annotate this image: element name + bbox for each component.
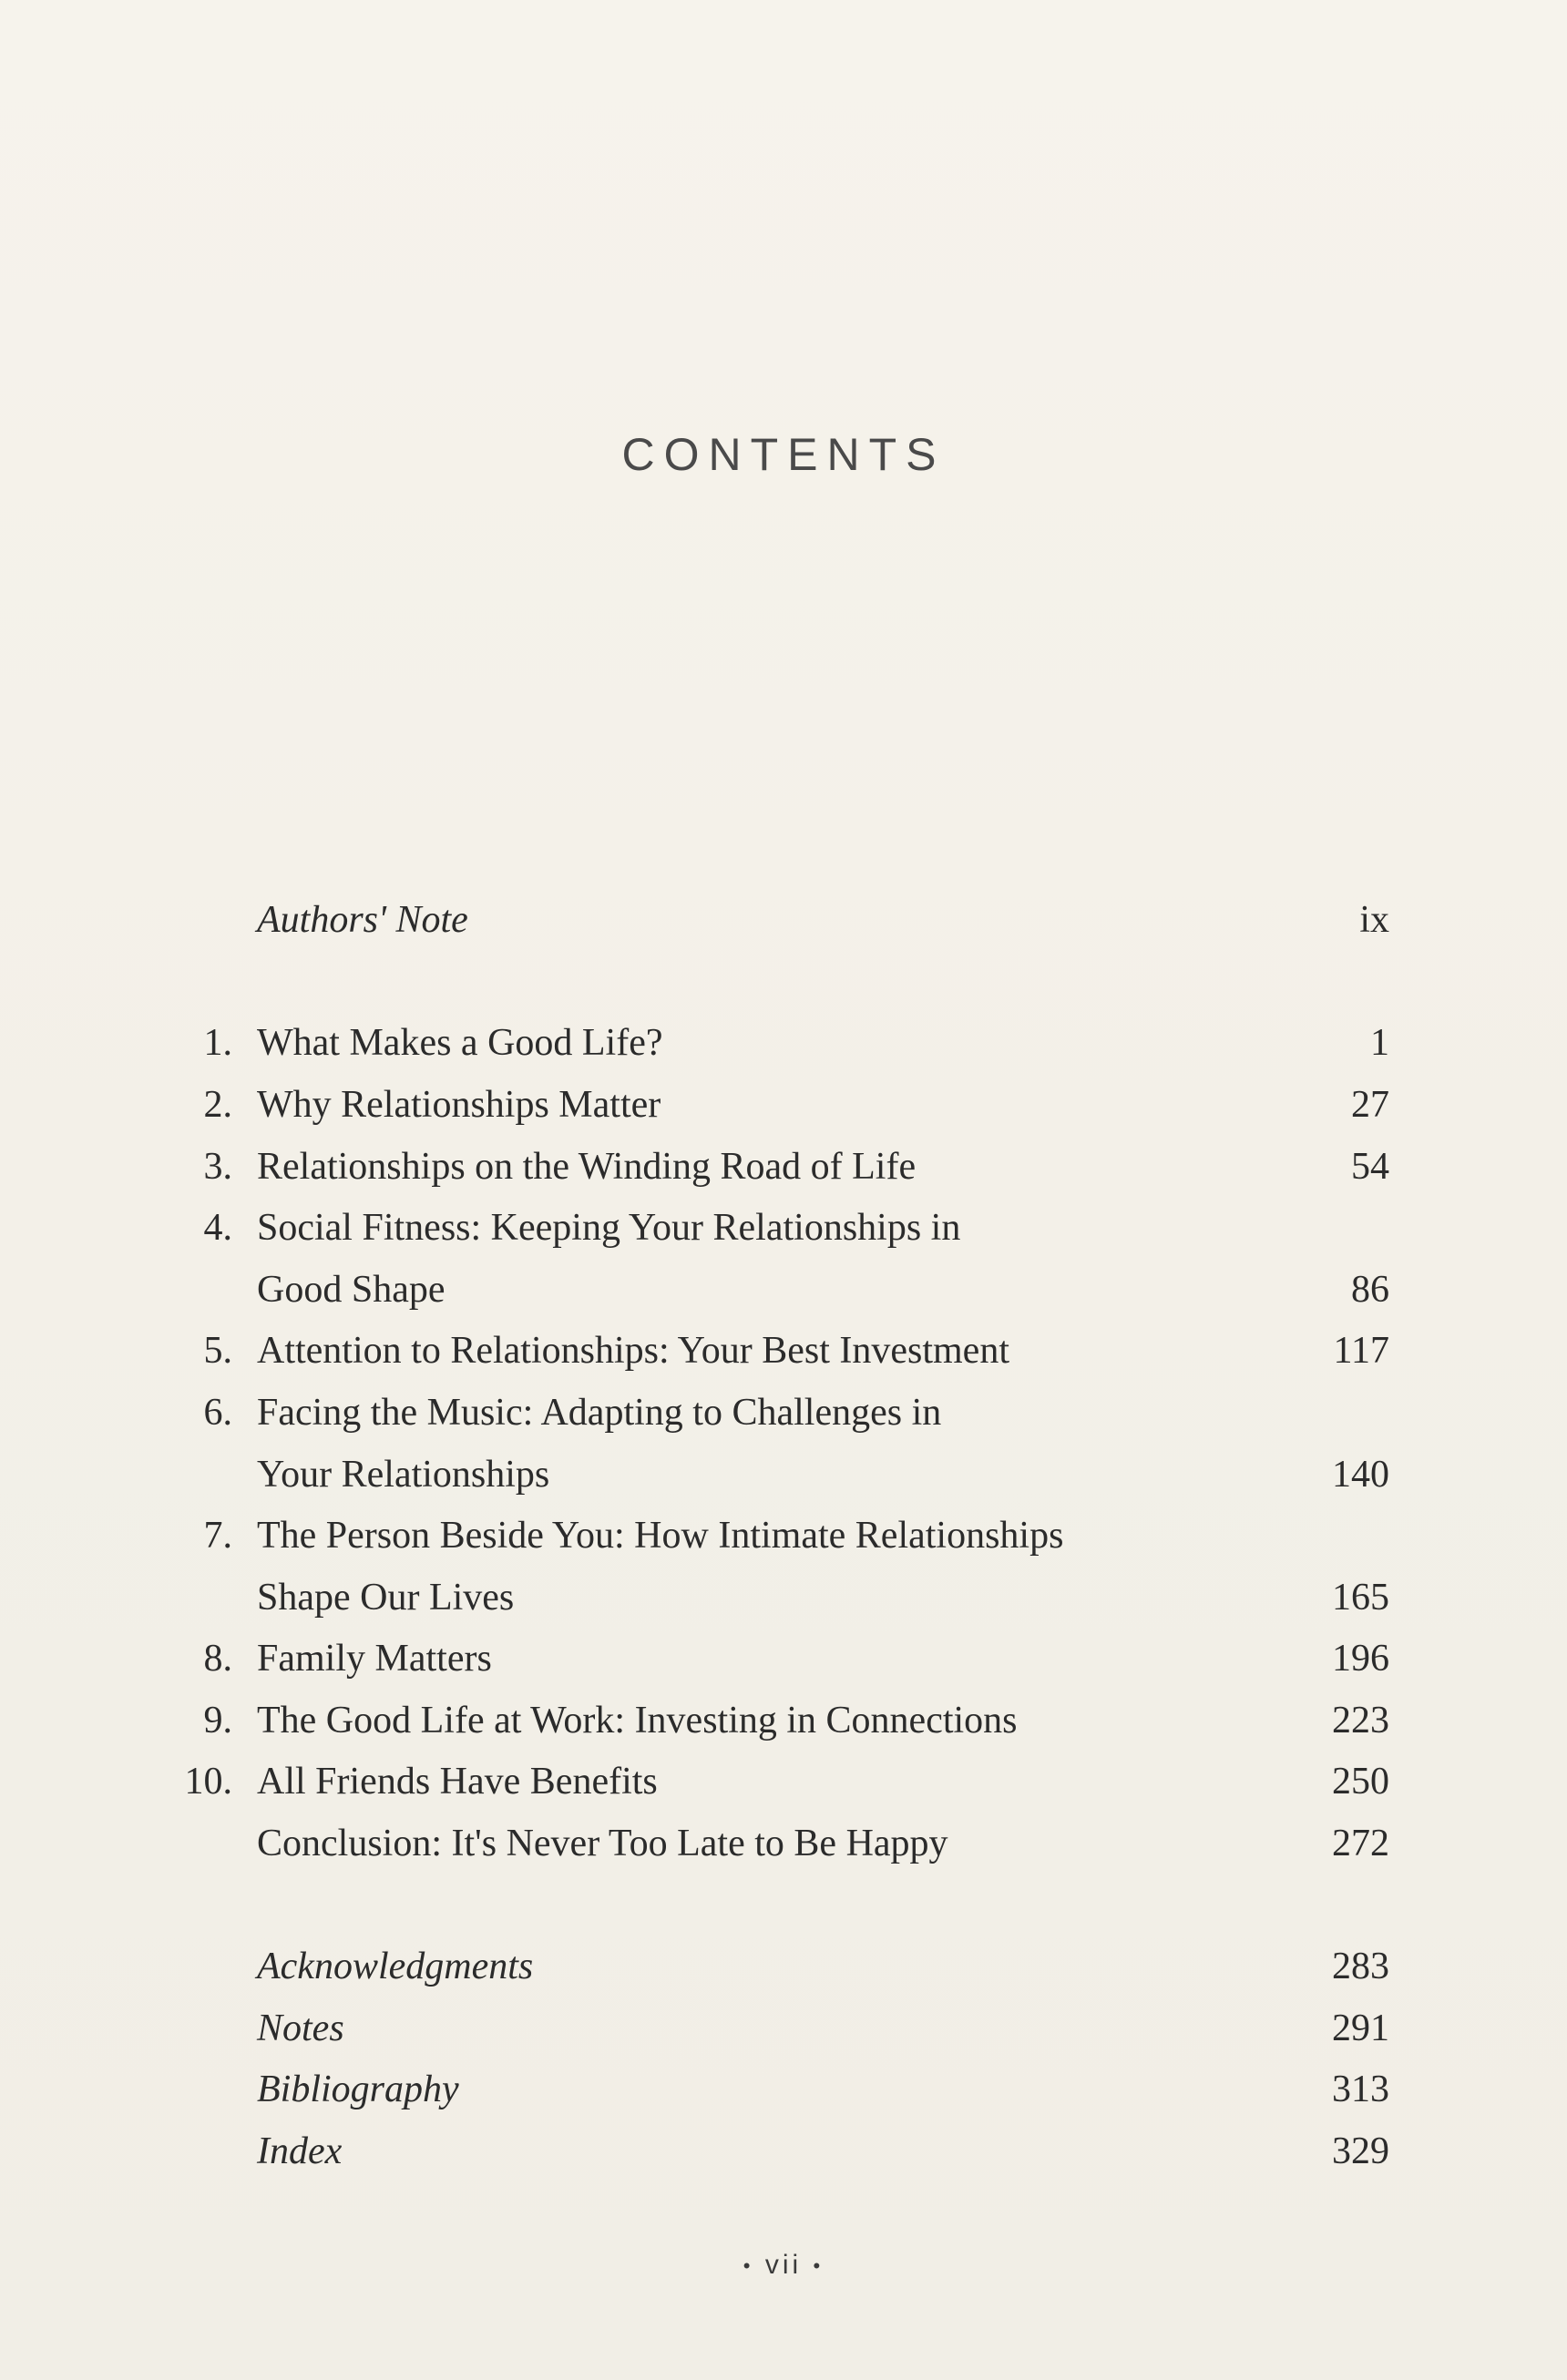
toc-entry-page: 117 <box>1333 1330 1389 1372</box>
toc-row-chapter-4[interactable] <box>0 1200 1567 1255</box>
toc-entry-label: Notes <box>257 2007 344 2049</box>
toc-chapter-number: 2. <box>203 1084 232 1126</box>
toc-entry-label: Facing the Music: Adapting to Challenges in <box>257 1392 942 1434</box>
toc-row-chapter-3[interactable] <box>0 1139 1567 1194</box>
toc-entry-page: 196 <box>1332 1638 1389 1680</box>
toc-entry-page: 272 <box>1332 1823 1389 1864</box>
toc-chapter-number: 3. <box>203 1146 232 1188</box>
toc-row-chapter-9[interactable] <box>0 1693 1567 1748</box>
toc-entry-label: Authors' Note <box>257 899 468 941</box>
toc-entry-page: 27 <box>1351 1084 1389 1126</box>
toc-entry-page: 283 <box>1332 1946 1389 1987</box>
toc-row-chapter-6[interactable] <box>0 1385 1567 1440</box>
toc-entry-label: Family Matters <box>257 1638 492 1680</box>
toc-row-chapter-7[interactable] <box>0 1508 1567 1563</box>
toc-row-chapter-6-cont[interactable] <box>0 1447 1567 1502</box>
toc-row-bibliography[interactable] <box>0 2062 1567 2117</box>
toc-entry-label: Attention to Relationships: Your Best Investment <box>257 1330 1009 1372</box>
toc-row-chapter-7-cont[interactable] <box>0 1570 1567 1625</box>
toc-entry-label-cont: Good Shape <box>257 1269 446 1311</box>
toc-chapter-number: 5. <box>203 1330 232 1372</box>
bullet-icon: • <box>813 2254 824 2278</box>
toc-entry-label: Bibliography <box>257 2068 459 2110</box>
toc-entry-page: 140 <box>1332 1454 1389 1496</box>
toc-chapter-number: 6. <box>203 1392 232 1434</box>
toc-row-conclusion[interactable] <box>0 1816 1567 1871</box>
toc-entry-label: Why Relationships Matter <box>257 1084 661 1126</box>
toc-row-chapter-4-cont[interactable] <box>0 1262 1567 1317</box>
toc-row-acknowledgments[interactable] <box>0 1939 1567 1994</box>
toc-entry-page: ix <box>1359 899 1389 941</box>
toc-entry-label: The Person Beside You: How Intimate Relationships <box>257 1515 1064 1557</box>
bullet-icon: • <box>743 2254 754 2278</box>
toc-entry-page: 1 <box>1370 1022 1389 1064</box>
toc-entry-page: 313 <box>1332 2068 1389 2110</box>
page-title: CONTENTS <box>621 429 946 480</box>
toc-entry-page: 291 <box>1332 2007 1389 2049</box>
toc-entry-page: 165 <box>1332 1577 1389 1619</box>
toc-entry-label: Relationships on the Winding Road of Life <box>257 1146 917 1188</box>
page-folio <box>0 2250 1567 2281</box>
toc-entry-label: What Makes a Good Life? <box>257 1022 663 1064</box>
toc-chapter-number: 7. <box>203 1515 232 1557</box>
toc-entry-label: Acknowledgments <box>257 1946 534 1987</box>
toc-row-notes[interactable] <box>0 2001 1567 2056</box>
folio-number: vii <box>764 2250 803 2280</box>
toc-row-chapter-5[interactable] <box>0 1323 1567 1378</box>
toc-entry-page: 250 <box>1332 1761 1389 1803</box>
toc-chapter-number: 4. <box>203 1207 232 1249</box>
toc-chapter-number: 10. <box>184 1761 232 1803</box>
toc-row-index[interactable] <box>0 2124 1567 2179</box>
toc-row-authors-note[interactable] <box>0 893 1567 947</box>
toc-chapter-number: 9. <box>203 1700 232 1742</box>
toc-entry-label: Social Fitness: Keeping Your Relationships in <box>257 1207 961 1249</box>
toc-row-chapter-1[interactable] <box>0 1016 1567 1070</box>
toc-row-chapter-2[interactable] <box>0 1078 1567 1132</box>
toc-row-chapter-8[interactable] <box>0 1631 1567 1686</box>
toc-entry-label: The Good Life at Work: Investing in Connections <box>257 1700 1018 1742</box>
toc-entry-page: 329 <box>1332 2130 1389 2172</box>
toc-entry-page: 223 <box>1332 1700 1389 1742</box>
toc-entry-page: 54 <box>1351 1146 1389 1188</box>
toc-row-chapter-10[interactable] <box>0 1754 1567 1809</box>
toc-entry-label-cont: Shape Our Lives <box>257 1577 515 1619</box>
toc-entry-label: All Friends Have Benefits <box>257 1761 658 1803</box>
toc-entry-label-cont: Your Relationships <box>257 1454 550 1496</box>
toc-chapter-number: 8. <box>203 1638 232 1680</box>
toc-entry-label: Index <box>257 2130 343 2172</box>
toc-chapter-number: 1. <box>203 1022 232 1064</box>
toc-entry-page: 86 <box>1351 1269 1389 1311</box>
toc-entry-label: Conclusion: It's Never Too Late to Be Happy <box>257 1823 948 1864</box>
